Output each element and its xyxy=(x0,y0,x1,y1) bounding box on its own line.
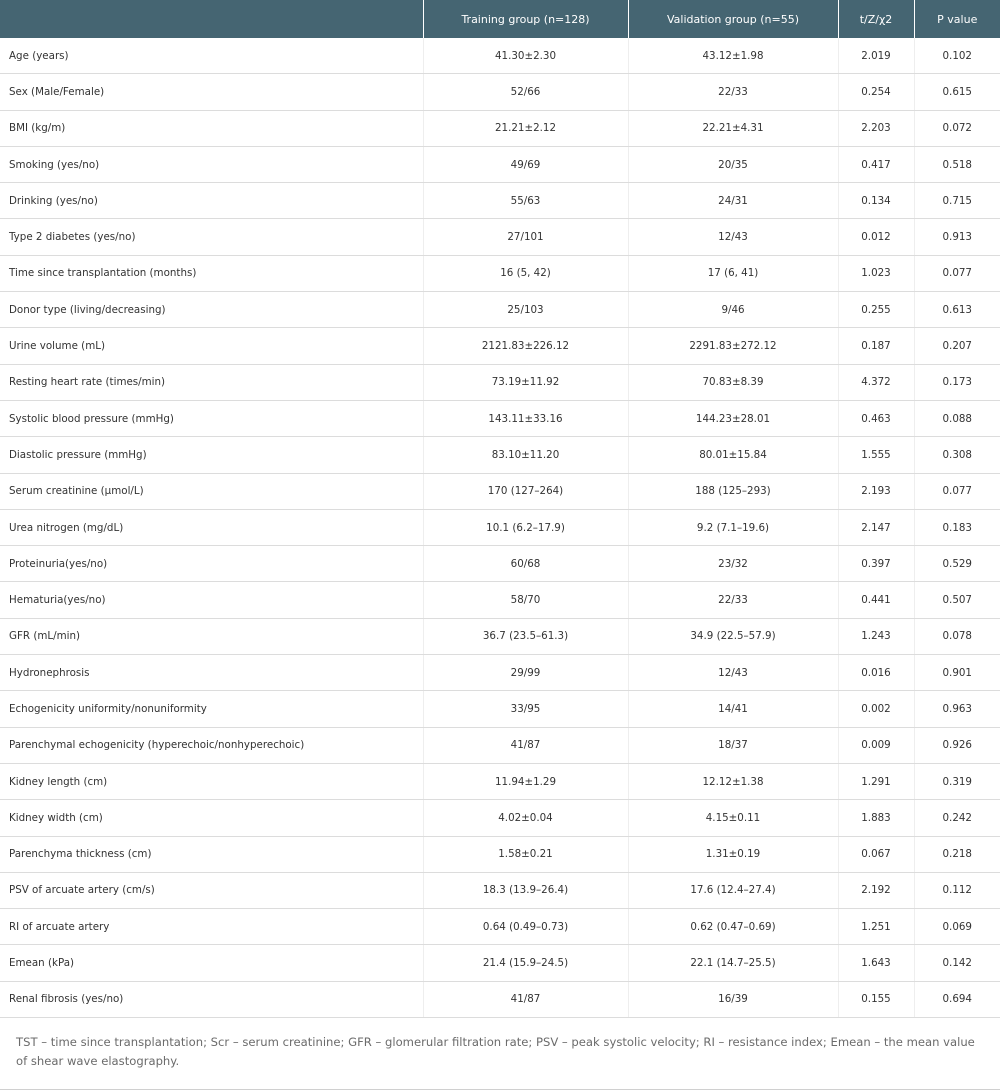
header-test-statistic: t/Z/χ2 xyxy=(838,0,914,38)
table-body xyxy=(0,38,1000,1018)
training-value-cell: 21.4 (15.9–24.5) xyxy=(423,945,628,981)
p-value-cell: 0.142 xyxy=(914,945,1000,981)
validation-value-cell: 22.1 (14.7–25.5) xyxy=(628,945,838,981)
table-row xyxy=(0,255,1000,291)
p-value-cell: 0.112 xyxy=(914,872,1000,908)
statistic-cell: 0.002 xyxy=(838,691,914,727)
training-value-cell: 41.30±2.30 xyxy=(423,38,628,74)
training-value-cell: 55/63 xyxy=(423,183,628,219)
p-value-cell: 0.242 xyxy=(914,800,1000,836)
training-value-cell: 16 (5, 42) xyxy=(423,255,628,291)
validation-value-cell: 24/31 xyxy=(628,183,838,219)
statistic-cell: 1.023 xyxy=(838,255,914,291)
table-row xyxy=(0,655,1000,691)
validation-value-cell: 22/33 xyxy=(628,582,838,618)
p-value-cell: 0.072 xyxy=(914,110,1000,146)
training-value-cell: 73.19±11.92 xyxy=(423,364,628,400)
table-row xyxy=(0,509,1000,545)
table-row xyxy=(0,981,1000,1017)
table-row xyxy=(0,727,1000,763)
validation-value-cell: 70.83±8.39 xyxy=(628,364,838,400)
variable-cell: Kidney length (cm) xyxy=(0,763,423,799)
validation-value-cell: 43.12±1.98 xyxy=(628,38,838,74)
statistic-cell: 0.067 xyxy=(838,836,914,872)
training-value-cell: 41/87 xyxy=(423,981,628,1017)
validation-value-cell: 80.01±15.84 xyxy=(628,437,838,473)
table-row xyxy=(0,364,1000,400)
validation-value-cell: 34.9 (22.5–57.9) xyxy=(628,618,838,654)
variable-cell: Resting heart rate (times/min) xyxy=(0,364,423,400)
variable-cell: RI of arcuate artery xyxy=(0,909,423,945)
header-validation-group: Validation group (n=55) xyxy=(628,0,838,38)
training-value-cell: 143.11±33.16 xyxy=(423,400,628,436)
validation-value-cell: 12/43 xyxy=(628,655,838,691)
variable-cell: Drinking (yes/no) xyxy=(0,183,423,219)
table-row xyxy=(0,836,1000,872)
p-value-cell: 0.077 xyxy=(914,255,1000,291)
p-value-cell: 0.913 xyxy=(914,219,1000,255)
variable-cell: GFR (mL/min) xyxy=(0,618,423,654)
variable-cell: Hematuria(yes/no) xyxy=(0,582,423,618)
bottom-divider xyxy=(0,1089,1000,1090)
variable-cell: Type 2 diabetes (yes/no) xyxy=(0,219,423,255)
statistic-cell: 2.147 xyxy=(838,509,914,545)
variable-cell: Urine volume (mL) xyxy=(0,328,423,364)
training-value-cell: 36.7 (23.5–61.3) xyxy=(423,618,628,654)
training-value-cell: 25/103 xyxy=(423,292,628,328)
validation-value-cell: 18/37 xyxy=(628,727,838,763)
validation-value-cell: 144.23±28.01 xyxy=(628,400,838,436)
training-value-cell: 21.21±2.12 xyxy=(423,110,628,146)
variable-cell: Serum creatinine (μmol/L) xyxy=(0,473,423,509)
table-row xyxy=(0,800,1000,836)
p-value-cell: 0.715 xyxy=(914,183,1000,219)
validation-value-cell: 12.12±1.38 xyxy=(628,763,838,799)
training-value-cell: 33/95 xyxy=(423,691,628,727)
table-row xyxy=(0,909,1000,945)
table-row xyxy=(0,328,1000,364)
statistic-cell: 0.187 xyxy=(838,328,914,364)
table-row xyxy=(0,219,1000,255)
statistic-cell: 0.254 xyxy=(838,74,914,110)
table-row xyxy=(0,546,1000,582)
p-value-cell: 0.173 xyxy=(914,364,1000,400)
training-value-cell: 41/87 xyxy=(423,727,628,763)
table-footnote: TST – time since transplantation; Scr – serum creatinine; GFR – glomerular filtration rate; PSV – peak systolic velocity; RI – resistance index; Emean – the mean value of shear wave elastography. xyxy=(16,1035,975,1069)
training-value-cell: 83.10±11.20 xyxy=(423,437,628,473)
training-value-cell: 49/69 xyxy=(423,146,628,182)
table-row xyxy=(0,473,1000,509)
p-value-cell: 0.088 xyxy=(914,400,1000,436)
table-row xyxy=(0,183,1000,219)
variable-cell: Echogenicity uniformity/nonuniformity xyxy=(0,691,423,727)
table-row xyxy=(0,763,1000,799)
validation-value-cell: 14/41 xyxy=(628,691,838,727)
p-value-cell: 0.102 xyxy=(914,38,1000,74)
p-value-cell: 0.319 xyxy=(914,763,1000,799)
variable-cell: Parenchyma thickness (cm) xyxy=(0,836,423,872)
training-value-cell: 27/101 xyxy=(423,219,628,255)
validation-value-cell: 23/32 xyxy=(628,546,838,582)
training-value-cell: 58/70 xyxy=(423,582,628,618)
table-row xyxy=(0,945,1000,981)
training-value-cell: 4.02±0.04 xyxy=(423,800,628,836)
p-value-cell: 0.694 xyxy=(914,981,1000,1017)
statistic-cell: 0.463 xyxy=(838,400,914,436)
statistic-cell: 0.134 xyxy=(838,183,914,219)
validation-value-cell: 1.31±0.19 xyxy=(628,836,838,872)
variable-cell: Systolic blood pressure (mmHg) xyxy=(0,400,423,436)
statistic-cell: 1.555 xyxy=(838,437,914,473)
p-value-cell: 0.613 xyxy=(914,292,1000,328)
variable-cell: Sex (Male/Female) xyxy=(0,74,423,110)
p-value-cell: 0.901 xyxy=(914,655,1000,691)
training-value-cell: 11.94±1.29 xyxy=(423,763,628,799)
training-value-cell: 18.3 (13.9–26.4) xyxy=(423,872,628,908)
p-value-cell: 0.926 xyxy=(914,727,1000,763)
validation-value-cell: 20/35 xyxy=(628,146,838,182)
validation-value-cell: 0.62 (0.47–0.69) xyxy=(628,909,838,945)
validation-value-cell: 12/43 xyxy=(628,219,838,255)
statistic-cell: 0.012 xyxy=(838,219,914,255)
table-row xyxy=(0,618,1000,654)
header-row xyxy=(0,0,1000,38)
statistic-cell: 0.417 xyxy=(838,146,914,182)
variable-cell: Smoking (yes/no) xyxy=(0,146,423,182)
variable-cell: Parenchymal echogenicity (hyperechoic/nonhyperechoic) xyxy=(0,727,423,763)
p-value-cell: 0.069 xyxy=(914,909,1000,945)
table-row xyxy=(0,110,1000,146)
table-row xyxy=(0,582,1000,618)
p-value-cell: 0.077 xyxy=(914,473,1000,509)
statistic-cell: 1.243 xyxy=(838,618,914,654)
variable-cell: Donor type (living/decreasing) xyxy=(0,292,423,328)
p-value-cell: 0.615 xyxy=(914,74,1000,110)
table-row xyxy=(0,437,1000,473)
table-row xyxy=(0,74,1000,110)
p-value-cell: 0.308 xyxy=(914,437,1000,473)
validation-value-cell: 188 (125–293) xyxy=(628,473,838,509)
validation-value-cell: 17.6 (12.4–27.4) xyxy=(628,872,838,908)
statistic-cell: 4.372 xyxy=(838,364,914,400)
statistic-cell: 0.397 xyxy=(838,546,914,582)
variable-cell: Time since transplantation (months) xyxy=(0,255,423,291)
p-value-cell: 0.207 xyxy=(914,328,1000,364)
statistic-cell: 2.019 xyxy=(838,38,914,74)
p-value-cell: 0.078 xyxy=(914,618,1000,654)
p-value-cell: 0.218 xyxy=(914,836,1000,872)
statistic-cell: 2.203 xyxy=(838,110,914,146)
validation-value-cell: 9/46 xyxy=(628,292,838,328)
p-value-cell: 0.183 xyxy=(914,509,1000,545)
statistic-cell: 0.009 xyxy=(838,727,914,763)
statistic-cell: 0.155 xyxy=(838,981,914,1017)
validation-value-cell: 22/33 xyxy=(628,74,838,110)
variable-cell: Kidney width (cm) xyxy=(0,800,423,836)
table-row xyxy=(0,146,1000,182)
p-value-cell: 0.963 xyxy=(914,691,1000,727)
validation-value-cell: 16/39 xyxy=(628,981,838,1017)
table-row xyxy=(0,400,1000,436)
p-value-cell: 0.507 xyxy=(914,582,1000,618)
variable-cell: Age (years) xyxy=(0,38,423,74)
variable-cell: Diastolic pressure (mmHg) xyxy=(0,437,423,473)
table-row xyxy=(0,292,1000,328)
validation-value-cell: 9.2 (7.1–19.6) xyxy=(628,509,838,545)
training-value-cell: 52/66 xyxy=(423,74,628,110)
training-value-cell: 29/99 xyxy=(423,655,628,691)
statistic-cell: 0.441 xyxy=(838,582,914,618)
statistic-cell: 0.016 xyxy=(838,655,914,691)
table-row xyxy=(0,691,1000,727)
training-value-cell: 10.1 (6.2–17.9) xyxy=(423,509,628,545)
variable-cell: BMI (kg/m) xyxy=(0,110,423,146)
variable-cell: Proteinuria(yes/no) xyxy=(0,546,423,582)
statistic-cell: 2.192 xyxy=(838,872,914,908)
validation-value-cell: 17 (6, 41) xyxy=(628,255,838,291)
statistic-cell: 2.193 xyxy=(838,473,914,509)
training-value-cell: 170 (127–264) xyxy=(423,473,628,509)
statistic-cell: 0.255 xyxy=(838,292,914,328)
table-row xyxy=(0,38,1000,74)
variable-cell: Urea nitrogen (mg/dL) xyxy=(0,509,423,545)
header-p-value: P value xyxy=(914,0,1000,38)
validation-value-cell: 2291.83±272.12 xyxy=(628,328,838,364)
statistic-cell: 1.291 xyxy=(838,763,914,799)
table-header xyxy=(0,0,1000,38)
training-value-cell: 2121.83±226.12 xyxy=(423,328,628,364)
variable-cell: Renal fibrosis (yes/no) xyxy=(0,981,423,1017)
variable-cell: Emean (kPa) xyxy=(0,945,423,981)
training-value-cell: 0.64 (0.49–0.73) xyxy=(423,909,628,945)
p-value-cell: 0.518 xyxy=(914,146,1000,182)
statistic-cell: 1.883 xyxy=(838,800,914,836)
p-value-cell: 0.529 xyxy=(914,546,1000,582)
training-value-cell: 60/68 xyxy=(423,546,628,582)
validation-value-cell: 22.21±4.31 xyxy=(628,110,838,146)
header-variable xyxy=(0,0,423,38)
validation-value-cell: 4.15±0.11 xyxy=(628,800,838,836)
variable-cell: Hydronephrosis xyxy=(0,655,423,691)
statistic-cell: 1.643 xyxy=(838,945,914,981)
header-training-group: Training group (n=128) xyxy=(423,0,628,38)
variable-cell: PSV of arcuate artery (cm/s) xyxy=(0,872,423,908)
training-value-cell: 1.58±0.21 xyxy=(423,836,628,872)
table-row xyxy=(0,872,1000,908)
statistic-cell: 1.251 xyxy=(838,909,914,945)
